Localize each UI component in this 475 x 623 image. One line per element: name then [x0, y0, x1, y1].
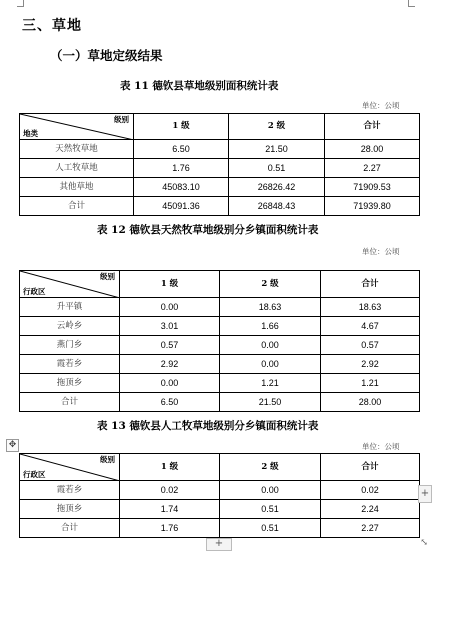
add-row-button[interactable]: + — [206, 538, 232, 551]
cell-total: 2.92 — [321, 355, 420, 374]
table-resize-icon[interactable]: ⤡ — [420, 538, 428, 548]
row-name: 天然牧草地 — [20, 140, 134, 159]
cell-level2: 18.63 — [220, 298, 321, 317]
table-row — [20, 519, 420, 538]
cell-level1: 0.57 — [120, 336, 220, 355]
cell-level1: 1.76 — [134, 159, 229, 178]
cell-total: 2.27 — [325, 159, 420, 178]
table13-header-level1: 1 级 — [120, 454, 220, 481]
row-name: 云岭乡 — [20, 317, 120, 336]
cell-level1: 0.02 — [120, 481, 220, 500]
table11-header-level2: 2 级 — [229, 114, 325, 140]
cell-level1: 0.00 — [120, 374, 220, 393]
cell-total: 4.67 — [321, 317, 420, 336]
cell-level1: 45083.10 — [134, 178, 229, 197]
table11-header-total: 合计 — [325, 114, 420, 140]
cell-level1: 3.01 — [120, 317, 220, 336]
cell-level2: 26848.43 — [229, 197, 325, 216]
cell-total: 18.63 — [321, 298, 420, 317]
table-row — [20, 317, 420, 336]
table-row — [20, 393, 420, 412]
table11-caption: 表 11 德钦县草地级别面积统计表 — [120, 80, 279, 92]
cell-total: 28.00 — [321, 393, 420, 412]
table-row — [20, 298, 420, 317]
cell-level2: 0.00 — [220, 481, 321, 500]
table11 — [19, 113, 420, 216]
row-name: 合计 — [20, 393, 120, 412]
table13 — [19, 453, 420, 538]
cell-level2: 0.51 — [229, 159, 325, 178]
table11-header-level1: 1 级 — [134, 114, 229, 140]
row-name: 合计 — [20, 197, 134, 216]
table13-header-level2: 2 级 — [220, 454, 321, 481]
cell-level1: 1.76 — [120, 519, 220, 538]
table13-caption: 表 13 德钦县人工牧草地级别分乡镇面积统计表 — [97, 420, 319, 432]
table13-corner-bottom: 行政区 — [23, 469, 46, 479]
table13-corner-cell — [20, 454, 120, 481]
cell-level2: 0.00 — [220, 336, 321, 355]
crop-mark-top-right — [408, 0, 415, 7]
row-name: 其他草地 — [20, 178, 134, 197]
table-row — [20, 159, 420, 178]
table-row — [20, 336, 420, 355]
table12-corner-top: 级别 — [100, 272, 115, 281]
table11-corner-cell — [20, 114, 134, 140]
cell-level2: 26826.42 — [229, 178, 325, 197]
table-row — [20, 140, 420, 159]
table-row — [20, 374, 420, 393]
table13-unit: 单位：公顷 — [362, 442, 400, 451]
table-row — [20, 355, 420, 374]
table12-corner-bottom: 行政区 — [23, 286, 46, 296]
table11-corner-bottom: 地类 — [23, 128, 38, 138]
cell-level1: 2.92 — [120, 355, 220, 374]
cell-level2: 0.51 — [220, 500, 321, 519]
table12-caption: 表 12 德钦县天然牧草地级别分乡镇面积统计表 — [97, 224, 319, 236]
table12-corner-cell — [20, 271, 120, 298]
cell-level1: 6.50 — [134, 140, 229, 159]
cell-level1: 1.74 — [120, 500, 220, 519]
table-row — [20, 500, 420, 519]
cell-total: 0.57 — [321, 336, 420, 355]
table12-unit: 单位：公顷 — [362, 247, 400, 256]
table12-header-level2: 2 级 — [220, 271, 321, 298]
table-row — [20, 197, 420, 216]
table12-header-total: 合计 — [321, 271, 420, 298]
cell-level2: 21.50 — [229, 140, 325, 159]
cell-total: 2.27 — [321, 519, 420, 538]
cell-total: 1.21 — [321, 374, 420, 393]
table11-corner-top: 级别 — [114, 115, 129, 124]
cell-level2: 0.51 — [220, 519, 321, 538]
cell-level1: 6.50 — [120, 393, 220, 412]
row-name: 升平镇 — [20, 298, 120, 317]
table12-header-level1: 1 级 — [120, 271, 220, 298]
cell-total: 0.02 — [321, 481, 420, 500]
section-subtitle: （一）草地定级结果 — [50, 48, 163, 63]
row-name: 霞若乡 — [20, 481, 120, 500]
cell-total: 71909.53 — [325, 178, 420, 197]
cell-level2: 1.66 — [220, 317, 321, 336]
cell-level1: 45091.36 — [134, 197, 229, 216]
row-name: 拖顶乡 — [20, 374, 120, 393]
crop-mark-top-left — [17, 0, 24, 7]
table-row — [20, 481, 420, 500]
table13-header-total: 合计 — [321, 454, 420, 481]
cell-level2: 1.21 — [220, 374, 321, 393]
cell-total: 28.00 — [325, 140, 420, 159]
cell-total: 71939.80 — [325, 197, 420, 216]
table-row — [20, 178, 420, 197]
row-name: 霞若乡 — [20, 355, 120, 374]
row-name: 合计 — [20, 519, 120, 538]
cell-level1: 0.00 — [120, 298, 220, 317]
row-name: 人工牧草地 — [20, 159, 134, 178]
table12 — [19, 270, 420, 412]
row-name: 燕门乡 — [20, 336, 120, 355]
cell-total: 2.24 — [321, 500, 420, 519]
section-title: 三、草地 — [22, 18, 82, 34]
row-name: 拖顶乡 — [20, 500, 120, 519]
table11-unit: 单位：公顷 — [362, 101, 400, 110]
table13-corner-top: 级别 — [100, 455, 115, 464]
cell-level2: 21.50 — [220, 393, 321, 412]
cell-level2: 0.00 — [220, 355, 321, 374]
add-column-button[interactable]: + — [418, 485, 432, 503]
table-move-icon[interactable]: ✥ — [6, 439, 19, 452]
